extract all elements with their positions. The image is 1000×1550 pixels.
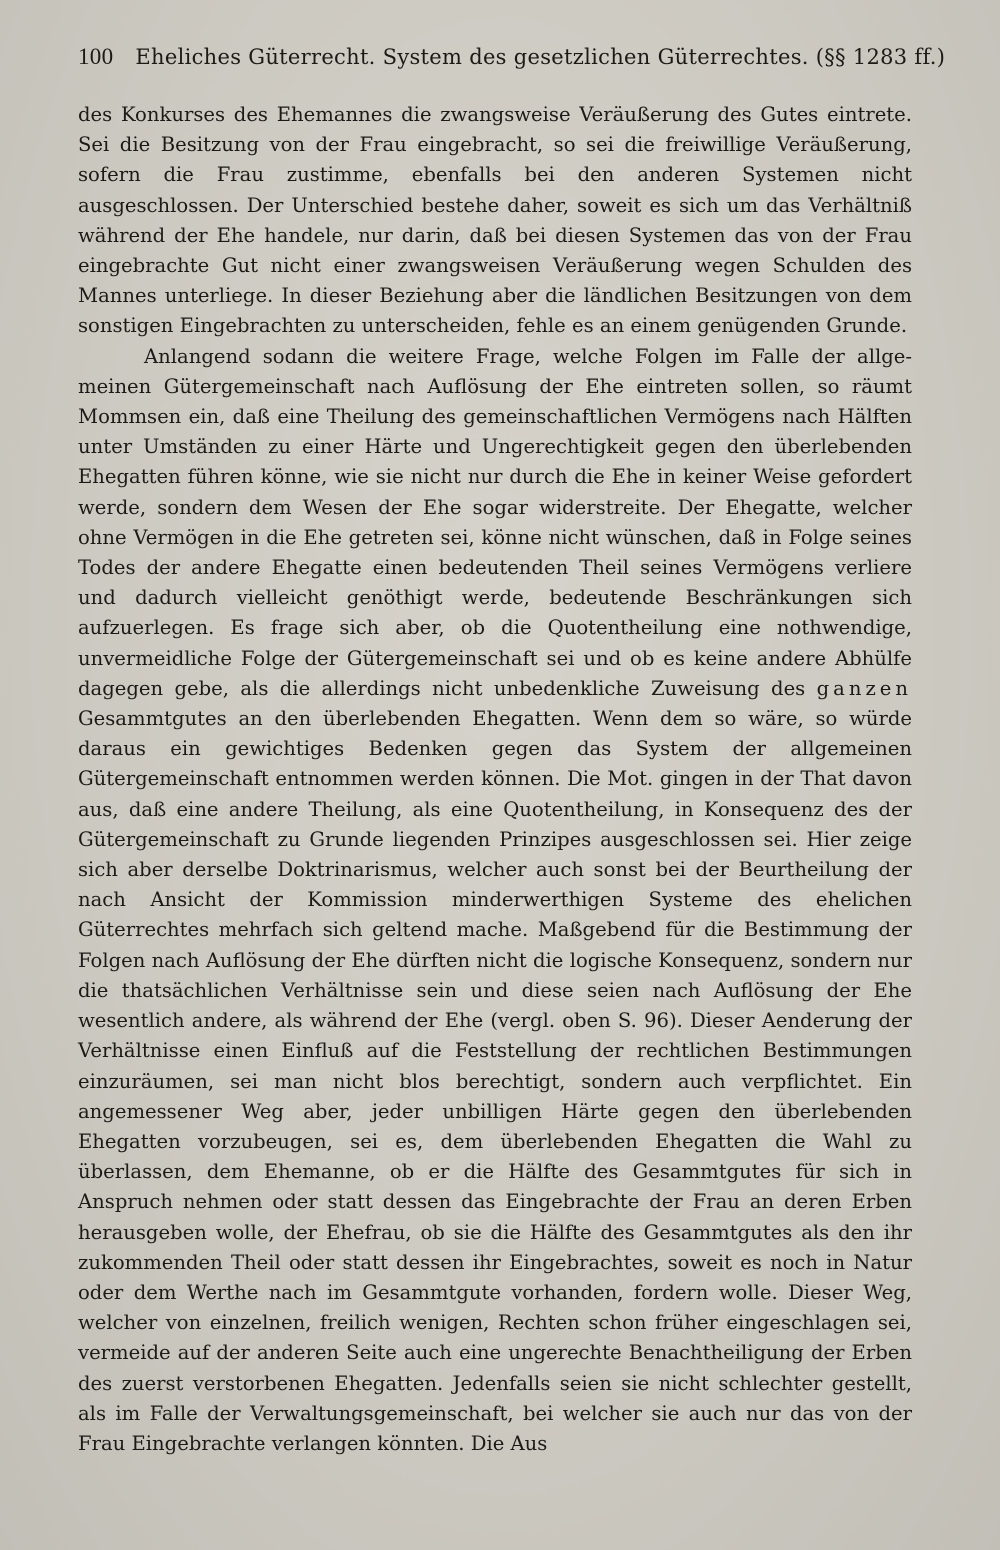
body-text (78, 100, 912, 1459)
emphasis-ganzen: ganzen (816, 676, 912, 700)
paragraph-2-text-before: Anlangend sodann die weitere Frage, welche Folgen im Falle der allgemeinen Gütergemeinschaft nach Auflösung der Ehe eintreten sollen, so räumt Mommsen ein, daß eine Theilung des gemeinschaftlichen Vermögens nach Hälften unter Umständen zu einer Härte und Ungerechtigkeit gegen den überlebenden Ehegatten führen könne, wie sie nicht nur durch die Ehe in keiner Weise gefordert werde, sondern dem Wesen der Ehe sogar widerstreite. Der Ehegatte, welcher ohne Vermögen in die Ehe getreten sei, könne nicht wünschen, daß in Folge seines Todes der andere Ehegatte einen bedeutenden Theil seines Vermögens verliere und dadurch vielleicht genöthigt werde, bedeutende Beschränkungen sich aufzuerlegen. Es frage sich aber, ob die Quotentheilung eine nothwendige, unvermeidliche Folge der Gütergemeinschaft sei und ob es keine andere Abhülfe dagegen gebe, als die allerdings nicht unbedenkliche Zuweisung des (78, 344, 912, 700)
paragraph-2-text-after: Gesammtgutes an den überlebenden Ehegatten. Wenn dem so wäre, so würde daraus ein gewichtiges Bedenken gegen das System der allgemeinen Gütergemeinschaft entnommen werden können. Die Mot. gingen in der That davon aus, daß eine andere Theilung, als eine Quotentheilung, in Konsequenz des der Gütergemeinschaft zu Grunde liegenden Prinzipes ausgeschlossen sei. Hier zeige sich aber derselbe Doktrinarismus, welcher auch sonst bei der Beurtheilung der nach Ansicht der Kommission minderwerthigen Systeme des ehelichen Güterrechtes mehrfach sich geltend mache. Maßgebend für die Bestimmung der Folgen nach Auflösung der Ehe dürften nicht die logische Konsequenz, sondern nur die thatsächlichen Verhältnisse sein und diese seien nach Auflösung der Ehe wesentlich andere, als während der Ehe (vergl. oben S. 96). Dieser Aenderung der Verhältnisse einen Einfluß auf die Feststellung der rechtlichen Bestimmungen einzuräumen, sei man nicht blos berechtigt, sondern auch verpflichtet. Ein angemessener Weg aber, jeder unbilligen Härte gegen den überlebenden Ehegatten vorzubeugen, sei es, dem überlebenden Ehegatten die Wahl zu überlassen, dem Ehemanne, ob er die Hälfte des Gesammtgutes für sich in Anspruch nehmen oder statt dessen das Eingebrachte der Frau an deren Erben herausgeben wolle, der Ehefrau, ob sie die Hälfte des Gesammtgutes als den ihr zukommenden Theil oder statt dessen ihr Eingebrachtes, soweit es noch in Natur oder dem Werthe nach im Gesammtgute vorhanden, fordern wolle. Dieser Weg, welcher von einzelnen, freilich wenigen, Rechten schon früher eingeschlagen sei, vermeide auf der anderen Seite auch eine ungerechte Benachtheiligung der Erben des zuerst verstorbenen Ehegatten. Jedenfalls seien sie nicht schlechter gestellt, als im Falle der Verwaltungsgemeinschaft, bei welcher sie auch nur das von der Frau Eingebrachte verlangen könnten. Die Aus (78, 707, 912, 1455)
running-header (78, 44, 946, 80)
page-number: 100 (78, 44, 114, 69)
paragraph-2 (78, 342, 912, 1460)
paragraph-1: des Konkurses des Ehemannes die zwangsweise Veräußerung des Gutes eintrete. Sei die Besitzung von der Frau eingebracht, so sei die freiwillige Veräußerung, sofern die Frau zustimme, ebenfalls bei den anderen Systemen nicht ausgeschlossen. Der Unterschied bestehe daher, soweit es sich um das Verhältniß während der Ehe handele, nur darin, daß bei diesen Systemen das von der Frau eingebrachte Gut nicht einer zwangsweisen Veräußerung wegen Schulden des Mannes unterliege. In dieser Beziehung aber die ländlichen Besitzungen von dem sonstigen Eingebrachten zu unterscheiden, fehle es an einem genügenden Grunde. (78, 103, 912, 338)
running-title: Eheliches Güterrecht. System des gesetzlichen Güterrechtes. (§§ 1283 ff.) (135, 45, 946, 69)
